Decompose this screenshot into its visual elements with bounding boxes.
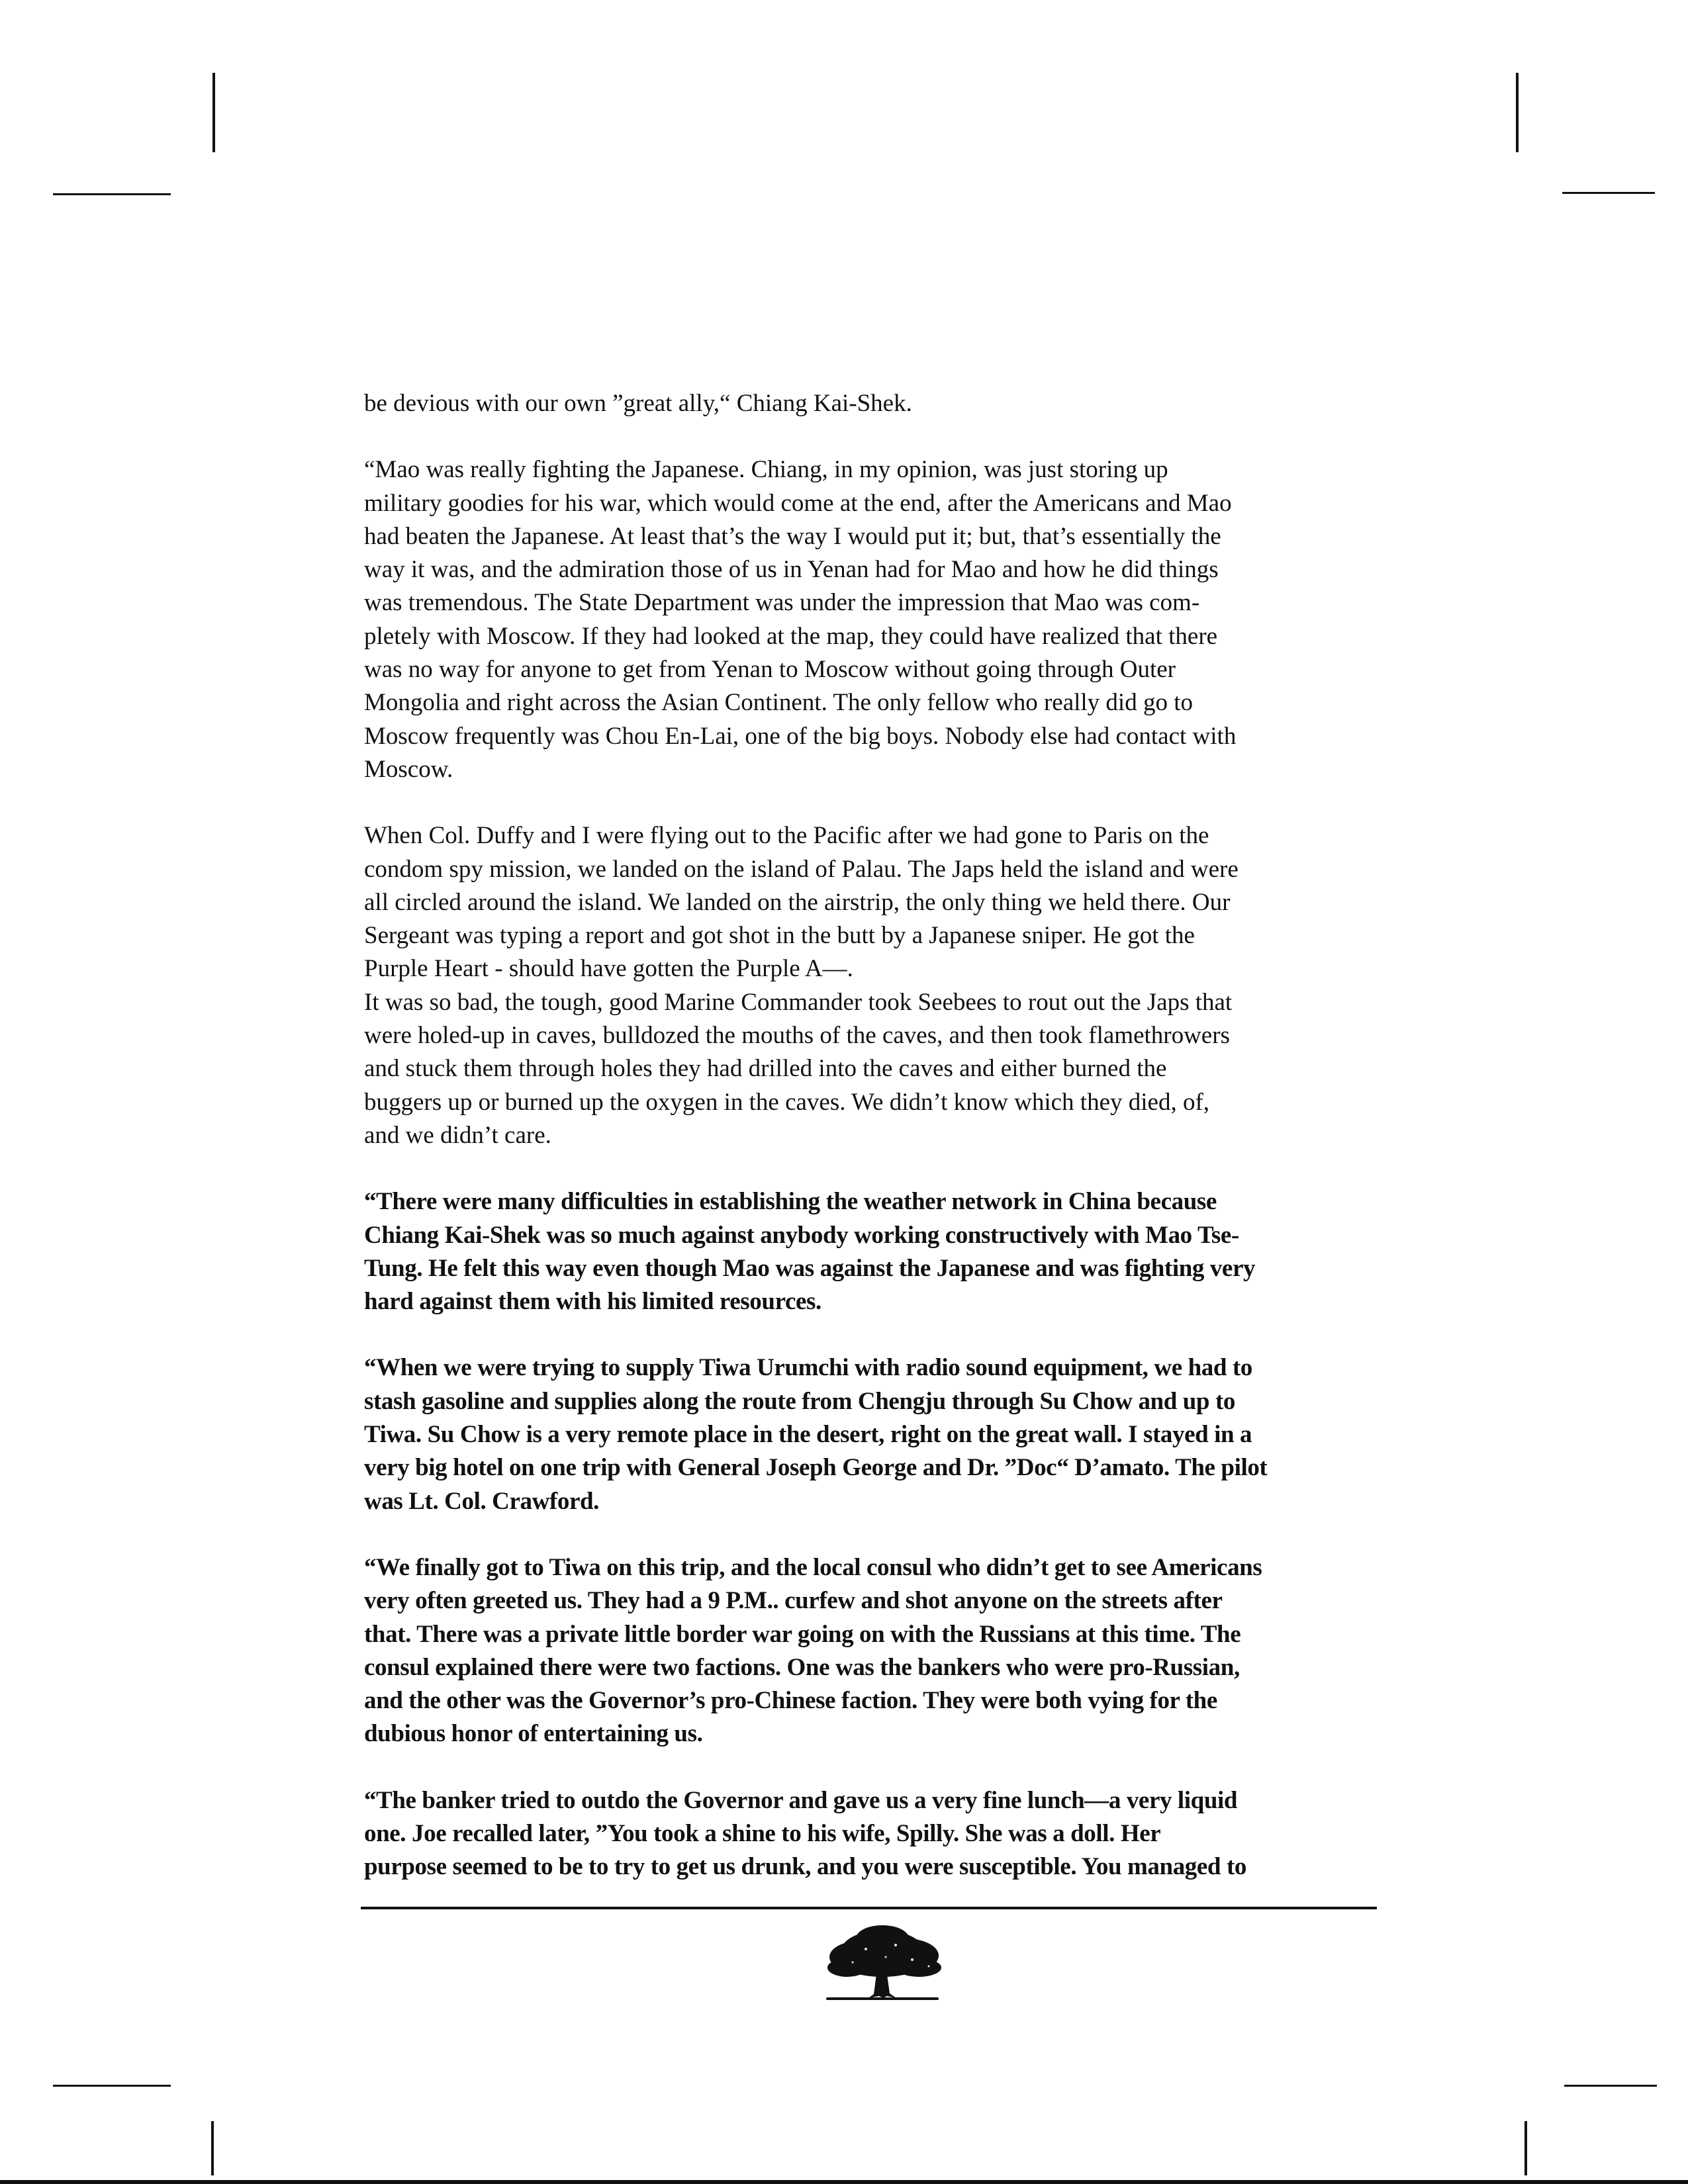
text-line: “Mao was really fighting the Japanese. Chiang, in my opinion, was just storing up bbox=[364, 456, 1168, 484]
paragraph-1 bbox=[364, 387, 1377, 420]
text-line: It was so bad, the tough, good Marine Commander took Seebees to rout out the Japs that bbox=[364, 988, 1233, 1016]
text-line: stash gasoline and supplies along the route from Chengju through Su Chow and up to bbox=[364, 1387, 1235, 1415]
text-line: dubious honor of entertaining us. bbox=[364, 1720, 703, 1748]
text-line: hard against them with his limited resources. bbox=[364, 1288, 821, 1316]
scan-bottom-edge bbox=[0, 2180, 1688, 2184]
text-line: purpose seemed to be to try to get us drunk, and you were susceptible. You managed to bbox=[364, 1853, 1246, 1881]
text-line: “The banker tried to outdo the Governor and gave us a very fine lunch—a very liquid bbox=[364, 1786, 1238, 1814]
paragraph-5 bbox=[364, 1351, 1377, 1518]
paragraph-2 bbox=[364, 453, 1377, 786]
text-line: military goodies for his war, which would come at the end, after the Americans and Mao bbox=[364, 489, 1232, 517]
text-line: pletely with Moscow. If they had looked at the map, they could have realized that there bbox=[364, 622, 1218, 650]
text-line: were holed-up in caves, bulldozed the mouths of the caves, and then took flamethrowers bbox=[364, 1022, 1230, 1050]
text-line: When Col. Duffy and I were flying out to the Pacific after we had gone to Paris on the bbox=[364, 822, 1209, 850]
text-line: very big hotel on one trip with General Joseph George and Dr. ”Doc“ D’amato. The pilot bbox=[364, 1454, 1268, 1482]
crop-mark-top-left-horizontal bbox=[53, 193, 171, 195]
text-line: Sergeant was typing a report and got shot in the butt by a Japanese sniper. He got the bbox=[364, 922, 1195, 950]
crop-mark-bottom-right-horizontal bbox=[1564, 2085, 1657, 2087]
text-line: “There were many difficulties in establishing the weather network in China because bbox=[364, 1188, 1217, 1216]
text-line: Chiang Kai-Shek was so much against anybody working constructively with Mao Tse- bbox=[364, 1221, 1239, 1249]
text-line: “When we were trying to supply Tiwa Urumchi with radio sound equipment, we had to bbox=[364, 1354, 1252, 1382]
paragraph-3 bbox=[364, 819, 1377, 1152]
text-line: Purple Heart - should have gotten the Purple A—. bbox=[364, 955, 853, 983]
text-line: one. Joe recalled later, ”You took a shine to his wife, Spilly. She was a doll. Her bbox=[364, 1819, 1161, 1847]
text-line: very often greeted us. They had a 9 P.M.. curfew and shot anyone on the streets after bbox=[364, 1587, 1223, 1615]
paragraph-7 bbox=[364, 1784, 1377, 1884]
crop-mark-bottom-left-horizontal bbox=[53, 2085, 171, 2087]
text-line: way it was, and the admiration those of us in Yenan had for Mao and how he did things bbox=[364, 556, 1219, 584]
text-line: was no way for anyone to get from Yenan to Moscow without going through Outer bbox=[364, 656, 1176, 684]
text-line: be devious with our own ”great ally,“ Chiang Kai-Shek. bbox=[364, 390, 912, 417]
paragraph-4 bbox=[364, 1185, 1377, 1318]
text-line: condom spy mission, we landed on the island of Palau. The Japs held the island and were bbox=[364, 855, 1239, 883]
text-line: was tremendous. The State Department was under the impression that Mao was com- bbox=[364, 589, 1200, 617]
footer-rule bbox=[361, 1907, 1377, 1909]
text-line: was Lt. Col. Crawford. bbox=[364, 1487, 600, 1515]
text-line: buggers up or burned up the oxygen in the caves. We didn’t know which they died, of, bbox=[364, 1088, 1210, 1116]
text-line: Mongolia and right across the Asian Continent. The only fellow who really did go to bbox=[364, 689, 1193, 717]
crop-mark-top-left-vertical bbox=[212, 73, 215, 152]
tree-logo-icon bbox=[813, 1916, 952, 2005]
text-line: Tiwa. Su Chow is a very remote place in the desert, right on the great wall. I stayed in a bbox=[364, 1421, 1252, 1449]
text-line: and the other was the Governor’s pro-Chinese faction. They were both vying for the bbox=[364, 1687, 1217, 1715]
text-line: consul explained there were two factions. One was the bankers who were pro-Russian, bbox=[364, 1653, 1240, 1681]
crop-mark-bottom-right-vertical bbox=[1524, 2121, 1527, 2175]
text-line: and stuck them through holes they had drilled into the caves and either burned the bbox=[364, 1055, 1167, 1083]
paragraph-6 bbox=[364, 1551, 1377, 1751]
body-text bbox=[364, 387, 1377, 1884]
text-line: Tung. He felt this way even though Mao was against the Japanese and was fighting very bbox=[364, 1254, 1256, 1282]
text-line: Moscow frequently was Chou En-Lai, one of the big boys. Nobody else had contact with bbox=[364, 722, 1237, 750]
text-line: had beaten the Japanese. At least that’s the way I would put it; but, that’s essentially the bbox=[364, 522, 1221, 550]
crop-mark-top-right-horizontal bbox=[1562, 192, 1655, 194]
crop-mark-top-right-vertical bbox=[1516, 73, 1519, 152]
text-line: “We finally got to Tiwa on this trip, and the local consul who didn’t get to see Americans bbox=[364, 1553, 1262, 1581]
text-line: all circled around the island. We landed on the airstrip, the only thing we held there. Our bbox=[364, 888, 1231, 916]
text-line: Moscow. bbox=[364, 755, 453, 783]
crop-mark-bottom-left-vertical bbox=[211, 2121, 214, 2175]
text-line: and we didn’t care. bbox=[364, 1121, 551, 1149]
text-line: that. There was a private little border war going on with the Russians at this time. The bbox=[364, 1620, 1241, 1648]
